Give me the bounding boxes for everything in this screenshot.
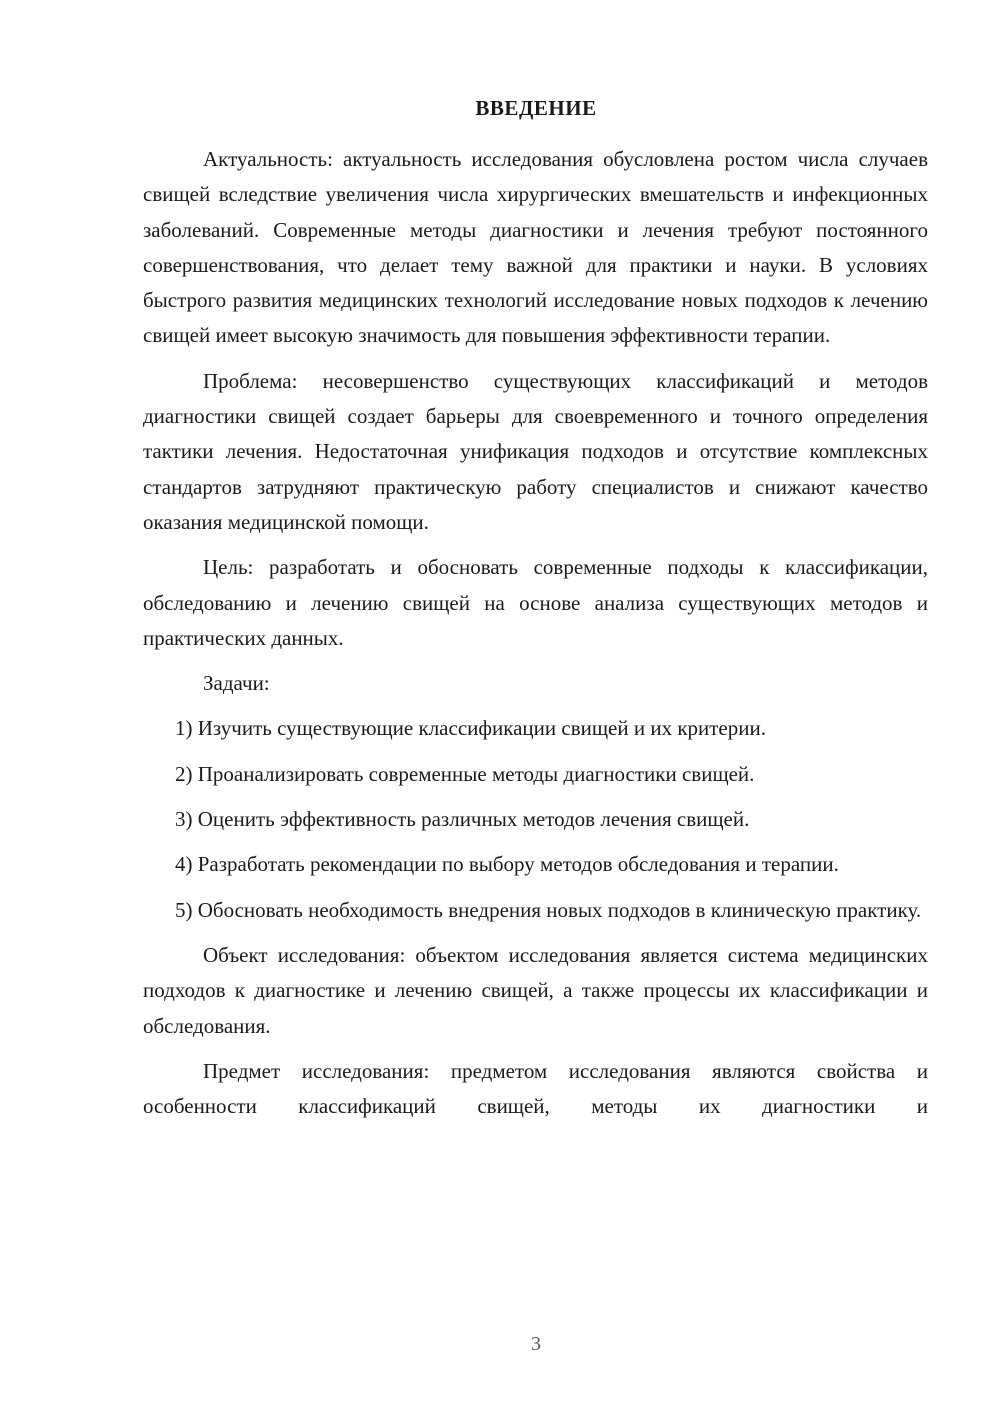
paragraph-goal: Цель: разработать и обосновать современные подходы к классификации, обследованию и лечению свищей на основе анализа существующих методов и практических данных. xyxy=(143,555,928,650)
page-body xyxy=(143,142,928,1134)
section-heading: ВВЕДЕНИЕ xyxy=(475,96,597,120)
paragraph-problem: Проблема: несовершенство существующих классификаций и методов диагностики свищей создает барьеры для своевременного и точного определения тактики лечения. Недостаточная унификация подходов и отсутствие комплексных стандартов затрудняют практическую работу специалистов и снижают качество оказания медицинской помощи. xyxy=(143,368,928,534)
tasks-label: Задачи: xyxy=(203,671,270,696)
paragraph-object: Объект исследования: объектом исследования является система медицинских подходов к диагностике и лечению свищей, а также процессы их классификации и обследования. xyxy=(143,942,928,1038)
task-item-5: 5) Обосновать необходимость внедрения новых подходов в клиническую практику. xyxy=(175,897,922,922)
task-item-4: 4) Разработать рекомендации по выбору методов обследования и терапии. xyxy=(175,852,839,877)
paragraph-subject: Предмет исследования: предметом исследования являются свойства и особенности классификаций свищей, методы их диагностики и xyxy=(143,1058,928,1119)
task-item-2: 2) Проанализировать современные методы диагностики свищей. xyxy=(175,761,755,786)
task-item-3: 3) Оценить эффективность различных методов лечения свищей. xyxy=(175,807,750,832)
page-number: 3 xyxy=(531,1333,541,1355)
paragraph-relevance: Актуальность: актуальность исследования обусловлена ростом числа случаев свищей вследствие увеличения числа хирургических вмешательств и инфекционных заболеваний. Современные методы диагностики и лечения требуют постоянного совершенствования, что делает тему важной для практики и науки. В условиях быстрого развития медицинских технологий исследование новых подходов к лечению свищей имеет высокую значимость для повышения эффективности терапии. xyxy=(143,147,928,348)
task-item-1: 1) Изучить существующие классификации свищей и их критерии. xyxy=(175,716,766,741)
